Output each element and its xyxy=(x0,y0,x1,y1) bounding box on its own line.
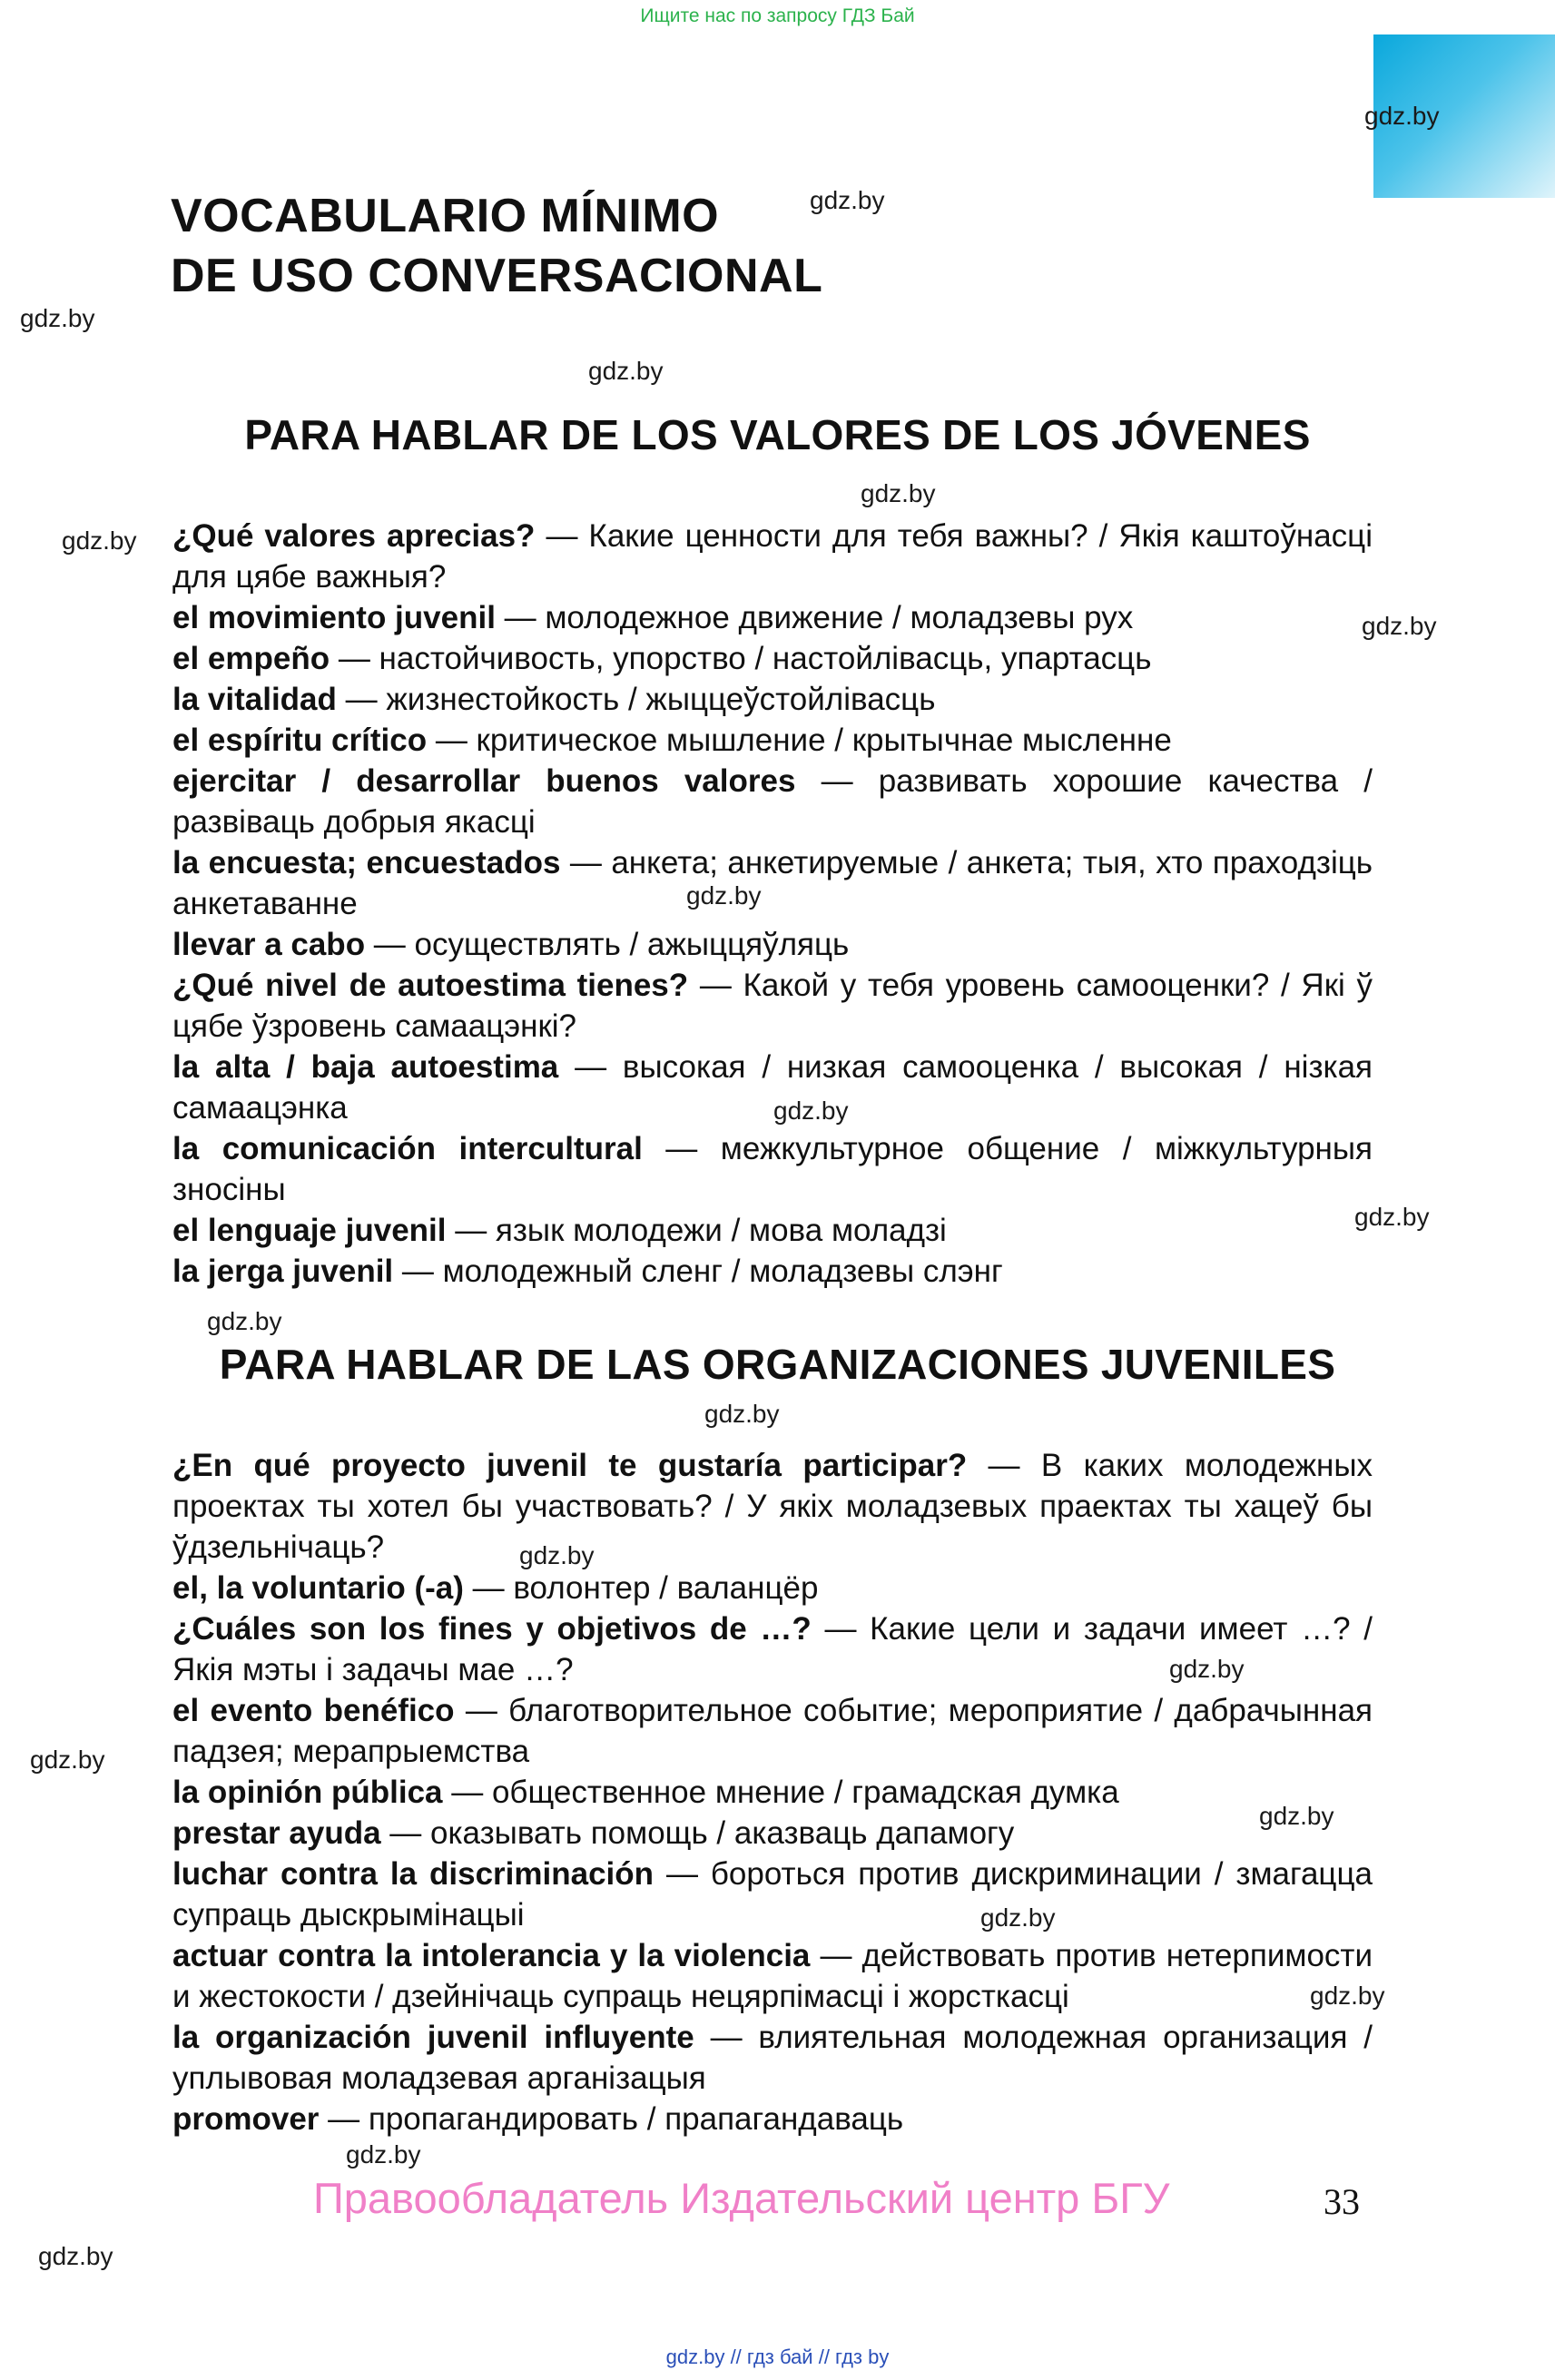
vocab-entry xyxy=(172,720,1373,761)
vocab-term: el espíritu crítico xyxy=(172,723,428,758)
vocab-entry xyxy=(172,597,1373,638)
vocab-entry xyxy=(172,1568,1373,1608)
watermark: gdz.by xyxy=(704,1400,780,1428)
vocab-definition: — Какие цели и задачи имеет …? / Якія мэты і задачы мае …? xyxy=(172,1611,1373,1687)
vocab-entry xyxy=(172,965,1373,1047)
vocab-term: ¿Cuáles son los fines y objetivos de …? xyxy=(172,1611,812,1647)
vocab-entry xyxy=(172,924,1373,965)
vocab-term: ¿En qué proyecto juvenil te gustaría participar? xyxy=(172,1448,968,1483)
vocab-definition: — настойчивость, упорство / настойлівасць, упартасць xyxy=(330,641,1152,676)
watermark: gdz.by xyxy=(588,357,664,385)
vocab-definition: — В каких молодежных проектах ты хотел бы участвовать? / У якіх моладзевых праектах ты хацеў бы ўдзельнічаць? xyxy=(172,1448,1373,1565)
watermark: gdz.by xyxy=(30,1746,105,1774)
vocab-definition: — оказывать помощь / аказваць дапамогу xyxy=(380,1815,1015,1851)
vocab-term: promover xyxy=(172,2101,320,2137)
vocab-entry xyxy=(172,1772,1373,1813)
vocab-term: la alta / baja autoestima xyxy=(172,1049,559,1085)
vocab-definition: — молодежный сленг / моладзевы слэнг xyxy=(393,1254,1003,1289)
page-number: 33 xyxy=(1324,2181,1360,2222)
vocab-term: la jerga juvenil xyxy=(172,1254,394,1289)
vocab-definition: — влиятельная молодежная организация / уплывовая моладзевая арганізацыя xyxy=(172,2020,1373,2096)
vocab-term: actuar contra la intolerancia y la violencia xyxy=(172,1938,811,1973)
vocab-entry xyxy=(172,679,1373,720)
vocab-term: ¿Qué valores aprecias? xyxy=(172,518,536,554)
watermark: gdz.by xyxy=(686,881,762,910)
vocab-definition: — пропагандировать / прапагандаваць xyxy=(319,2101,904,2137)
vocab-entry xyxy=(172,1251,1373,1292)
vocab-definition: — анкета; анкетируемые / анкета; тыя, хто праходзіць анкетаванне xyxy=(172,845,1373,921)
top-banner: Ищите нас по запросу ГДЗ Бай xyxy=(640,5,915,26)
section-heading-values: PARA HABLAR DE LOS VALORES DE LOS JÓVENES xyxy=(244,411,1311,458)
watermark: gdz.by xyxy=(1310,1982,1385,2010)
vocab-definition: — благотворительное событие; мероприятие / дабрачынная падзея; мерапрыемства xyxy=(172,1693,1373,1769)
vocab-definition: — бороться против дискриминации / змагацца супраць дыскрымінацыі xyxy=(172,1856,1373,1933)
vocab-term: luchar contra la discriminación xyxy=(172,1856,654,1892)
vocab-entry xyxy=(172,2017,1373,2099)
vocab-definition: — межкультурное общение / міжкультурныя зносіны xyxy=(172,1131,1373,1207)
vocab-definition: — общественное мнение / грамадская думка xyxy=(442,1775,1119,1810)
vocab-entry xyxy=(172,638,1373,679)
watermark: gdz.by xyxy=(810,186,885,214)
section-heading-organizations: PARA HABLAR DE LAS ORGANIZACIONES JUVENILES xyxy=(219,1341,1336,1388)
vocab-term: ¿Qué nivel de autoestima tienes? xyxy=(172,968,689,1003)
footer-links: gdz.by // гдз бай // гдз by xyxy=(665,2346,890,2368)
vocab-term: el evento benéfico xyxy=(172,1693,455,1728)
vocab-term: el empeño xyxy=(172,641,330,676)
vocab-entry xyxy=(172,1128,1373,1210)
vocab-term: el movimiento juvenil xyxy=(172,600,496,635)
vocab-entry xyxy=(172,761,1373,842)
watermark: gdz.by xyxy=(1364,102,1440,130)
vocab-entry xyxy=(172,2099,1373,2139)
vocab-entry xyxy=(172,842,1373,924)
vocab-definition: — высокая / низкая самооценка / высокая / нізкая самаацэнка xyxy=(172,1049,1373,1126)
vocab-definition: — действовать против нетерпимости и жестокости / дзейнічаць супраць нецярпімасці і жорсткасці xyxy=(172,1938,1373,2014)
vocab-term: la organización juvenil influyente xyxy=(172,2020,694,2055)
vocab-definition: — Какой у тебя уровень самооценки? / Які ў цябе ўзровень самаацэнкі? xyxy=(172,968,1373,1044)
vocab-entry xyxy=(172,1445,1373,1568)
watermark: gdz.by xyxy=(207,1307,282,1335)
vocab-term: el, la voluntario (-a) xyxy=(172,1570,464,1606)
watermark: gdz.by xyxy=(1354,1203,1430,1231)
vocab-list-organizations xyxy=(172,1445,1373,2139)
watermark: gdz.by xyxy=(62,526,137,555)
vocab-definition: — развивать хорошие качества / развіваць добрыя якасці xyxy=(172,763,1373,840)
vocab-term: ejercitar / desarrollar buenos valores xyxy=(172,763,796,799)
vocab-term: la opinión pública xyxy=(172,1775,443,1810)
vocab-term: la vitalidad xyxy=(172,682,337,717)
watermark: gdz.by xyxy=(980,1903,1056,1932)
page-title xyxy=(171,186,822,306)
vocab-term: llevar a cabo xyxy=(172,927,366,962)
vocab-term: la encuesta; encuestados xyxy=(172,845,561,880)
page-title-line: DE USO CONVERSACIONAL xyxy=(171,250,823,302)
vocab-entry xyxy=(172,516,1373,597)
vocab-entry xyxy=(172,1608,1373,1690)
page-title-line: VOCABULARIO MÍNIMO xyxy=(171,190,720,242)
vocab-definition: — молодежное движение / моладзевы рух xyxy=(495,600,1134,635)
vocab-entry xyxy=(172,1047,1373,1128)
vocab-entry xyxy=(172,1813,1373,1854)
watermark: gdz.by xyxy=(519,1541,595,1569)
vocab-term: la comunicación intercultural xyxy=(172,1131,643,1166)
vocab-term: el lenguaje juvenil xyxy=(172,1213,447,1248)
vocab-definition: — критическое мышление / крытычнае мысленне xyxy=(427,723,1172,758)
vocab-entry xyxy=(172,1690,1373,1772)
vocab-definition: — жизнестойкость / жыццеўстойлівасць xyxy=(336,682,936,717)
watermark: gdz.by xyxy=(773,1097,849,1125)
watermark: gdz.by xyxy=(861,479,936,507)
vocab-definition: — осуществлять / ажыццяўляць xyxy=(365,927,850,962)
vocab-definition: — Какие ценности для тебя важны? / Якія каштоўнасці для цябе важныя? xyxy=(172,518,1373,595)
watermark: gdz.by xyxy=(1362,612,1437,640)
vocab-definition: — волонтер / валанцёр xyxy=(463,1570,819,1606)
vocab-definition: — язык молодежи / мова моладзі xyxy=(446,1213,947,1248)
vocab-entry xyxy=(172,1210,1373,1251)
copyright-notice: Правообладатель Издательский центр БГУ xyxy=(313,2174,1170,2222)
watermark: gdz.by xyxy=(346,2140,421,2169)
vocab-term: prestar ayuda xyxy=(172,1815,381,1851)
vocab-list-values xyxy=(172,516,1373,1292)
vocab-entry xyxy=(172,1854,1373,1935)
watermark: gdz.by xyxy=(20,304,95,332)
vocab-entry xyxy=(172,1935,1373,2017)
watermark: gdz.by xyxy=(1259,1802,1334,1830)
watermark: gdz.by xyxy=(1169,1655,1245,1683)
watermark: gdz.by xyxy=(38,2242,113,2270)
